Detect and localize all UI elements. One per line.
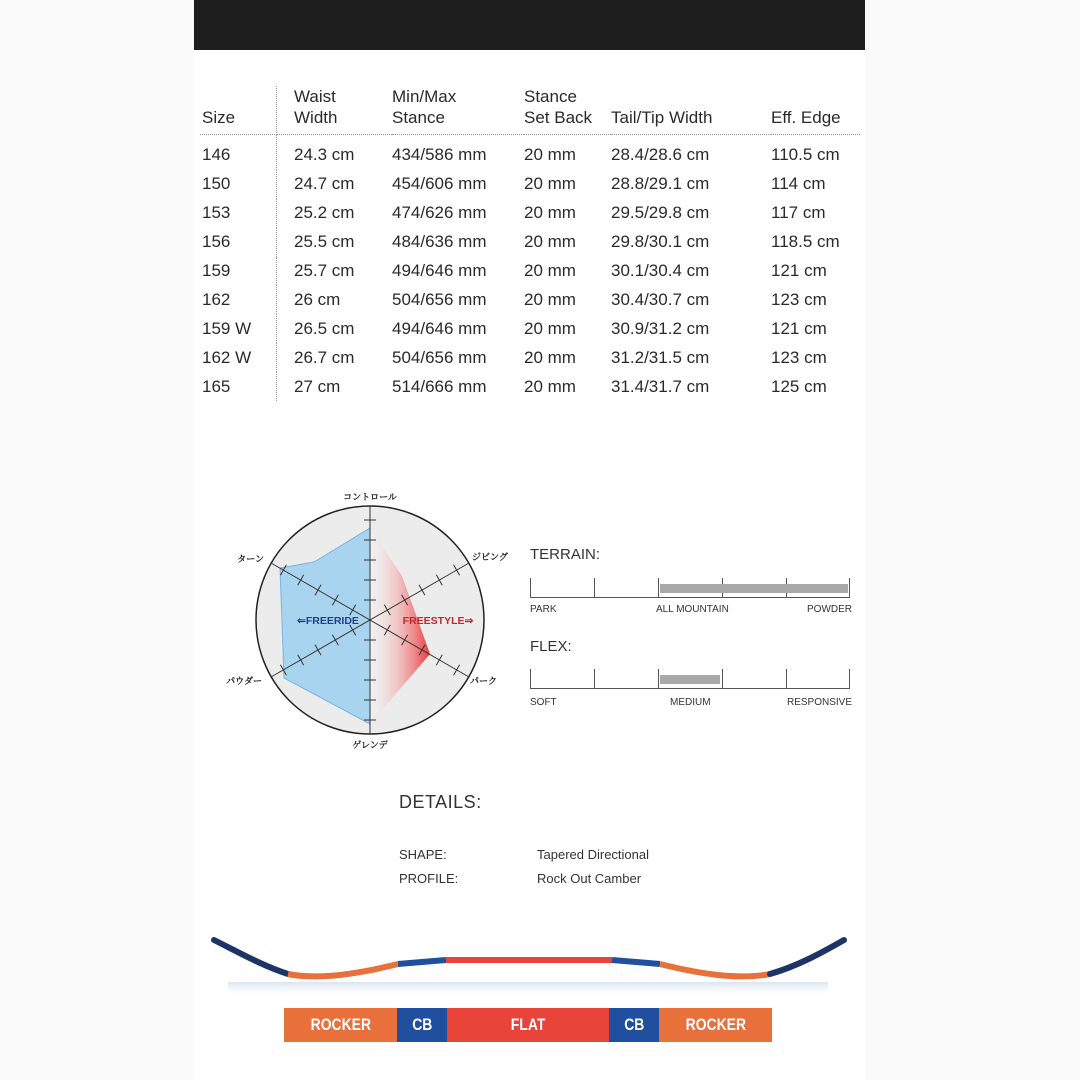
board-left-camber	[398, 960, 446, 964]
terrain-labels	[530, 604, 852, 618]
table-cell: 156	[200, 228, 277, 257]
table-cell: 31.4/31.7 cm	[611, 376, 710, 396]
header-eff-edge: Eff. Edge	[771, 86, 860, 135]
table-cell: 110.5 cm	[771, 145, 840, 165]
table-cell: 25.2 cm	[294, 203, 355, 223]
spec-table	[200, 86, 860, 401]
detail-label-profile: PROFILE:	[399, 871, 459, 886]
radar-label-top: コントロール	[343, 493, 397, 503]
table-cell: 121 cm	[771, 261, 827, 280]
table-cell: 20 mm	[524, 174, 576, 194]
board-left-rocker	[288, 964, 398, 976]
table-cell: 31.2/31.5 cm	[611, 347, 710, 367]
profile-zone-rocker-left: ROCKER	[284, 1008, 397, 1042]
table-cell: 146	[200, 135, 277, 170]
terrain-label-powder: POWDER	[807, 604, 852, 615]
table-cell: 20 mm	[524, 318, 576, 338]
table-cell: 30.9/31.2 cm	[611, 318, 710, 338]
table-cell: 25.5 cm	[294, 232, 355, 252]
table-cell: 454/606 mm	[392, 174, 487, 194]
table-cell: 494/646 mm	[392, 261, 487, 280]
table-cell: 123 cm	[771, 289, 827, 309]
table-cell: 24.3 cm	[294, 145, 355, 165]
table-cell: 28.8/29.1 cm	[611, 174, 710, 194]
table-cell: 25.7 cm	[294, 261, 355, 280]
detail-label-shape: SHAPE:	[399, 847, 447, 862]
radar-label-upper-right: ジビング	[472, 553, 508, 563]
profile-zone-rocker-right: ROCKER	[659, 1008, 772, 1042]
table-row	[200, 285, 860, 314]
freestyle-label: FREESTYLE⇒	[402, 615, 474, 627]
details-title: DETAILS:	[399, 792, 482, 812]
terrain-label-all-mountain: ALL MOUNTAIN	[656, 604, 729, 615]
flex-label-soft: SOFT	[530, 697, 557, 708]
table-cell: 165	[200, 372, 277, 401]
terrain-scale	[530, 546, 852, 626]
table-cell: 20 mm	[524, 232, 576, 252]
table-cell: 434/586 mm	[392, 145, 487, 165]
flex-labels	[530, 697, 852, 711]
header-setback: Stance Set Back	[524, 86, 611, 135]
flex-label-responsive: RESPONSIVE	[786, 697, 852, 708]
spec-sheet	[194, 0, 865, 1080]
table-row	[200, 314, 860, 343]
board-profile-graphic	[208, 926, 853, 1001]
table-cell: 514/666 mm	[392, 376, 487, 396]
board-right-tip	[770, 940, 844, 974]
table-cell: 494/646 mm	[392, 318, 487, 338]
header-tail-tip: Tail/Tip Width	[611, 86, 771, 135]
radar-label-lower-right: パーク	[470, 677, 498, 687]
table-cell: 26.5 cm	[294, 318, 355, 338]
profile-zones-bar	[284, 1008, 772, 1042]
top-bar	[194, 0, 865, 50]
table-cell: 117 cm	[771, 203, 826, 223]
flex-range-fill	[660, 675, 720, 684]
board-right-camber	[612, 960, 660, 964]
header-size: Size	[200, 86, 277, 135]
freeride-label: ⇐FREERIDE	[297, 615, 359, 627]
profile-zone-camber-left: CB	[397, 1008, 447, 1042]
profile-zone-flat: FLAT	[447, 1008, 609, 1042]
table-cell: 26 cm	[294, 289, 341, 309]
table-cell: 20 mm	[524, 261, 576, 280]
table-row	[200, 199, 860, 228]
table-cell: 484/636 mm	[392, 232, 487, 252]
flex-label-medium: MEDIUM	[670, 697, 711, 708]
radar-label-lower-left: パウダー	[226, 677, 262, 687]
board-left-tip	[214, 940, 288, 974]
table-cell: 20 mm	[524, 347, 576, 367]
terrain-range-fill	[660, 584, 848, 593]
table-cell: 28.4/28.6 cm	[611, 145, 710, 165]
table-cell: 121 cm	[771, 318, 827, 338]
table-cell: 114 cm	[771, 174, 826, 194]
table-cell: 125 cm	[771, 376, 827, 396]
table-row	[200, 170, 860, 199]
table-row	[200, 372, 860, 401]
table-cell: 159	[200, 257, 277, 286]
detail-value-shape: Tapered Directional	[537, 847, 650, 862]
table-header-row	[200, 86, 860, 135]
table-cell: 20 mm	[524, 376, 576, 396]
table-row	[200, 343, 860, 372]
table-cell: 162	[200, 285, 277, 314]
board-right-rocker	[660, 964, 770, 976]
table-cell: 504/656 mm	[392, 347, 487, 367]
terrain-label-park: PARK	[530, 604, 557, 615]
profile-zone-camber-right: CB	[609, 1008, 659, 1042]
table-cell: 26.7 cm	[294, 347, 355, 367]
table-cell: 27 cm	[294, 376, 341, 396]
terrain-title: TERRAIN:	[530, 546, 601, 563]
flex-title: FLEX:	[530, 638, 572, 655]
table-cell: 474/626 mm	[392, 203, 487, 223]
table-cell: 162 W	[200, 343, 277, 372]
radar-label-upper-left: ターン	[237, 555, 264, 565]
board-shadow	[228, 982, 828, 996]
table-row	[200, 257, 860, 286]
table-row	[200, 228, 860, 257]
table-cell: 150	[200, 170, 277, 199]
header-stance: Min/Max Stance	[392, 86, 524, 135]
table-cell: 29.8/30.1 cm	[611, 232, 710, 252]
table-cell: 20 mm	[524, 289, 576, 309]
riding-style-radar	[224, 486, 508, 756]
table-cell: 30.1/30.4 cm	[611, 261, 710, 280]
table-cell: 20 mm	[524, 145, 576, 165]
table-cell: 504/656 mm	[392, 289, 487, 309]
table-cell: 24.7 cm	[294, 174, 355, 194]
radar-label-bottom: ゲレンデ	[352, 741, 388, 751]
terrain-track	[530, 578, 850, 598]
table-cell: 30.4/30.7 cm	[611, 289, 710, 309]
table-cell: 118.5 cm	[771, 232, 840, 252]
table-cell: 159 W	[200, 314, 277, 343]
table-cell: 20 mm	[524, 203, 576, 223]
table-cell: 29.5/29.8 cm	[611, 203, 710, 223]
table-cell: 153	[200, 199, 277, 228]
table-row	[200, 135, 860, 170]
detail-value-profile: Rock Out Camber	[537, 871, 642, 886]
header-waist-width: Waist Width	[277, 86, 393, 135]
flex-scale	[530, 638, 852, 718]
table-cell: 123 cm	[771, 347, 827, 367]
flex-track	[530, 669, 850, 689]
